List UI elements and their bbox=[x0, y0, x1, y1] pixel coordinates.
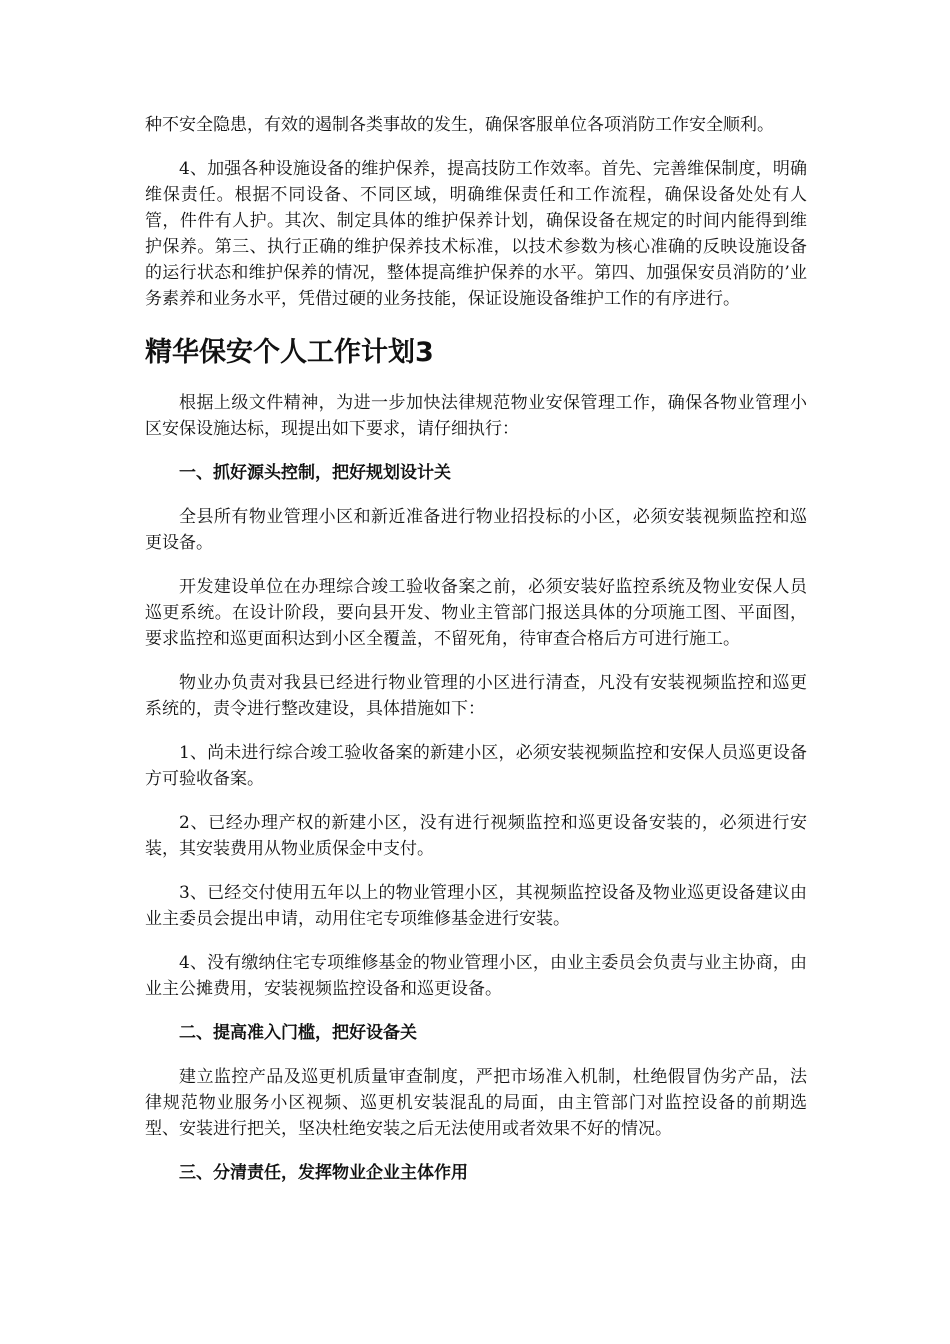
subheading-3: 三、分清责任，发挥物业企业主体作用 bbox=[179, 1163, 468, 1183]
section-title: 精华保安个人工作计划3 bbox=[145, 337, 434, 368]
list-item-3: 3、已经交付使用五年以上的物业管理小区，其视频监控设备及物业巡更设备建议由业主委员会提出申请，动用住宅专项维修基金进行安装。 bbox=[145, 883, 807, 929]
list-item-4: 4、没有缴纳住宅专项维修基金的物业管理小区，由业主委员会负责与业主协商，由业主公摊费用，安装视频监控设备和巡更设备。 bbox=[145, 953, 807, 999]
paragraph-1b: 开发建设单位在办理综合竣工验收备案之前，必须安装好监控系统及物业安保人员巡更系统。在设计阶段，要向县开发、物业主管部门报送具体的分项施工图、平面图，要求监控和巡更面积达到小区全覆盖，不留死角，待审查合格后方可进行施工。 bbox=[145, 577, 807, 649]
paragraph-2: 建立监控产品及巡更机质量审查制度，严把市场准入机制，杜绝假冒伪劣产品，法律规范物业服务小区视频、巡更机安装混乱的局面，由主管部门对监控设备的前期选型、安装进行把关，坚决杜绝安装之后无法使用或者效果不好的情况。 bbox=[145, 1067, 807, 1139]
intro-paragraph: 根据上级文件精神，为进一步加快法律规范物业安保管理工作，确保各物业管理小区安保设施达标，现提出如下要求，请仔细执行： bbox=[145, 393, 807, 439]
subheading-1: 一、抓好源头控制，把好规划设计关 bbox=[179, 463, 451, 483]
list-item-1: 1、尚未进行综合竣工验收备案的新建小区，必须安装视频监控和安保人员巡更设备方可验收备案。 bbox=[145, 743, 807, 789]
paragraph-1c: 物业办负责对我县已经进行物业管理的小区进行清查，凡没有安装视频监控和巡更系统的，责令进行整改建设，具体措施如下： bbox=[145, 673, 807, 719]
paragraph-item-4: 4、加强各种设施设备的维护保养，提高技防工作效率。首先、完善维保制度，明确维保责任。根据不同设备、不同区域，明确维保责任和工作流程，确保设备处处有人管，件件有人护。其次、制定具体的维护保养计划，确保设备在规定的时间内能得到维护保养。第三、执行正确的维护保养技术标准，以技术参数为核心准确的反映设施设备的运行状态和维护保养的情况，整体提高维护保养的水平。第四、加强保安员消防的’业务素养和业务水平，凭借过硬的业务技能，保证设施设备维护工作的有序进行。 bbox=[145, 159, 807, 309]
paragraph-1a: 全县所有物业管理小区和新近准备进行物业招投标的小区，必须安装视频监控和巡更设备。 bbox=[145, 507, 807, 553]
continued-paragraph: 种不安全隐患，有效的遏制各类事故的发生，确保客服单位各项消防工作安全顺利。 bbox=[145, 115, 774, 135]
subheading-2: 二、提高准入门槛，把好设备关 bbox=[179, 1023, 417, 1043]
list-item-2: 2、已经办理产权的新建小区，没有进行视频监控和巡更设备安装的，必须进行安装，其安装费用从物业质保金中支付。 bbox=[145, 813, 807, 859]
document-page bbox=[145, 112, 807, 1186]
